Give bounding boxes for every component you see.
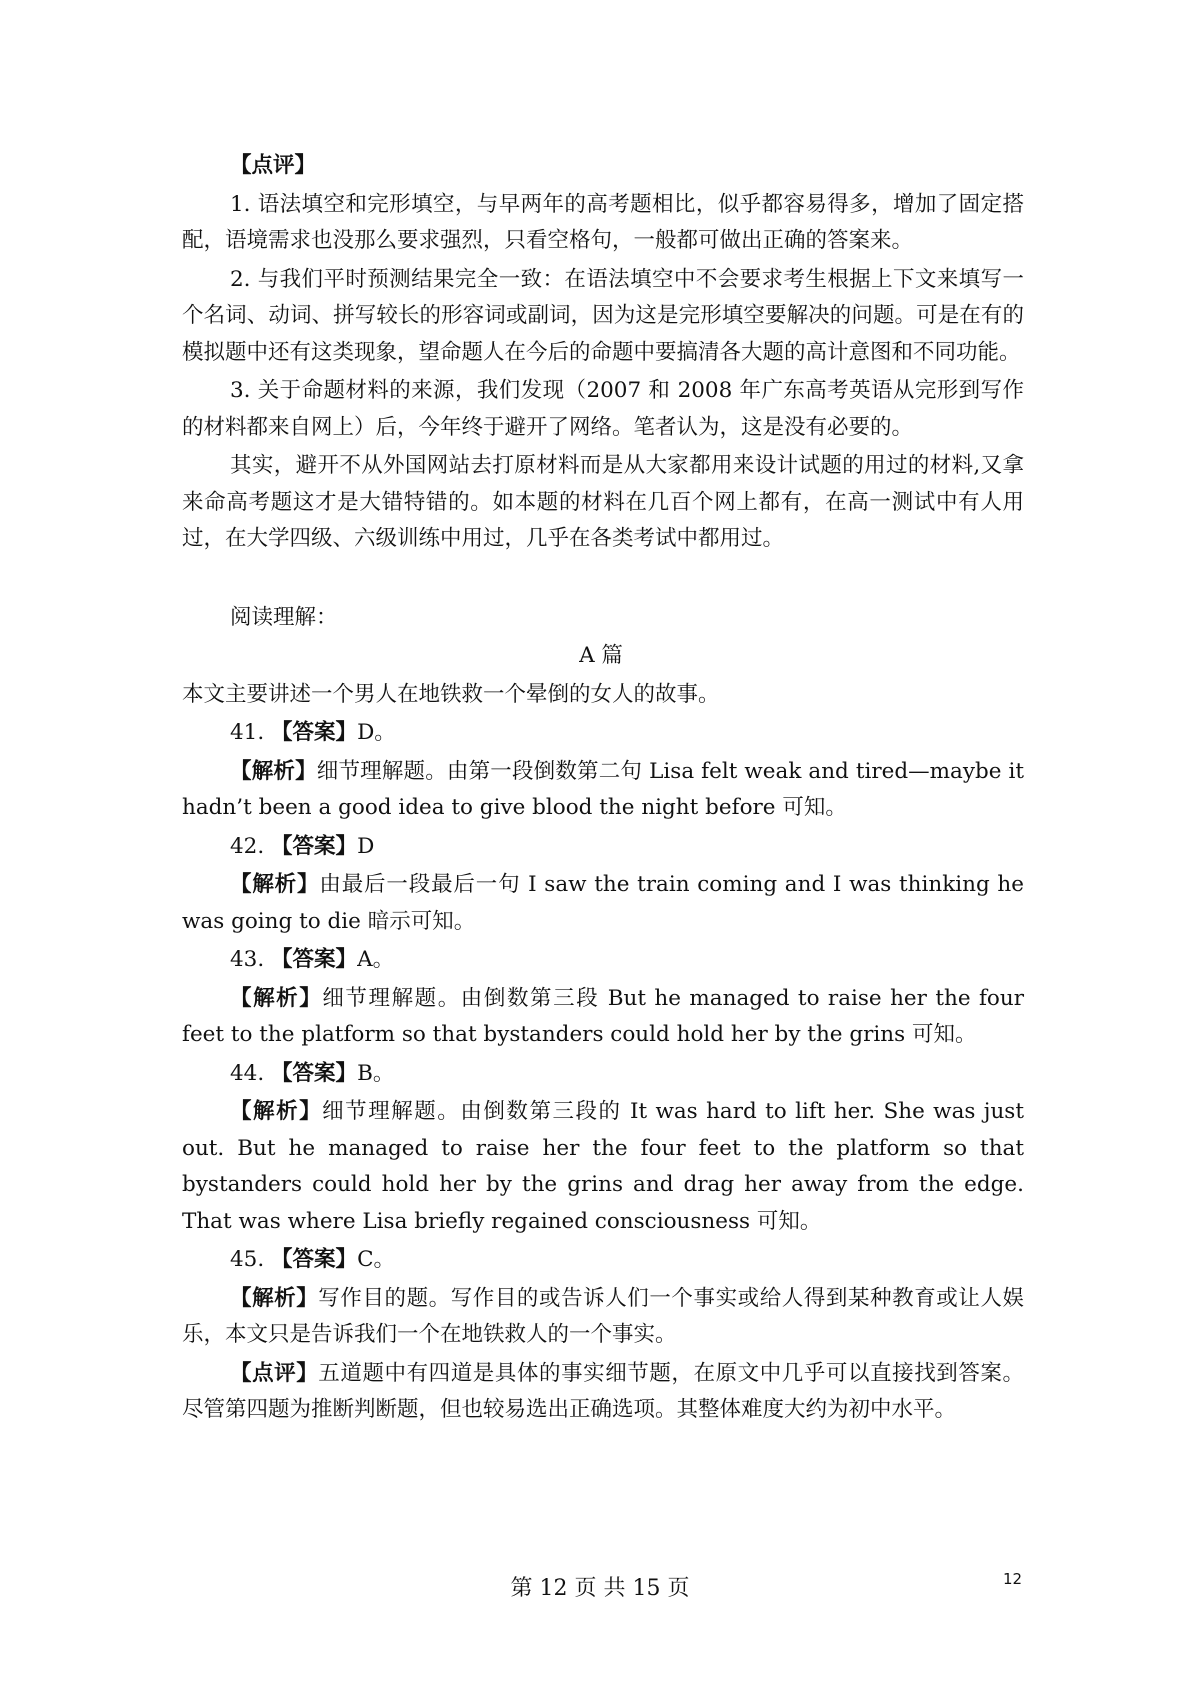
analysis-tag: 【解析】 xyxy=(230,1099,323,1124)
page-number: 12 xyxy=(1003,1570,1023,1588)
question-number: 45. xyxy=(230,1247,265,1272)
answer-tag: 【答案】 xyxy=(271,1247,358,1272)
answer-line xyxy=(182,942,1024,979)
answer-value: D。 xyxy=(357,720,396,745)
review-item-4: 其实，避开不从外国网站去打原材料而是从大家都用来设计试题的用过的材料,又拿来命高考题这才是大错特错的。如本题的材料在几百个网上都有，在高一测试中有人用过，在大学四级、六级训练中用过，几乎在各类考试中都用过。 xyxy=(182,453,1024,551)
analysis-line xyxy=(182,754,1024,827)
question-number: 42. xyxy=(230,833,265,859)
review-heading: 【点评】 xyxy=(230,153,317,178)
reading-review xyxy=(182,1356,1024,1429)
analysis-line xyxy=(182,1094,1024,1240)
question-number: 43. xyxy=(230,947,265,972)
analysis-tag: 【解析】 xyxy=(230,758,317,784)
page-footer: 第 12 页 共 15 页 xyxy=(510,1576,690,1601)
answer-line xyxy=(182,1242,1024,1279)
answer-value: C。 xyxy=(357,1247,396,1272)
answer-value: B。 xyxy=(357,1060,395,1086)
analysis-line xyxy=(182,1281,1024,1354)
analysis-tag: 【解析】 xyxy=(230,872,320,897)
analysis-tag: 【解析】 xyxy=(230,985,323,1011)
answer-tag: 【答案】 xyxy=(271,833,358,859)
analysis-tag: 【解析】 xyxy=(230,1285,319,1311)
answer-tag: 【答案】 xyxy=(271,720,358,745)
answer-line xyxy=(182,1056,1024,1093)
reading-heading: 阅读理解： xyxy=(230,604,338,630)
review-tag: 【点评】 xyxy=(230,1360,319,1386)
question-number: 44. xyxy=(230,1060,265,1086)
document-body xyxy=(182,148,1024,1431)
answer-tag: 【答案】 xyxy=(271,947,358,972)
spacer xyxy=(182,560,1024,600)
analysis-line xyxy=(182,867,1024,940)
review-item-3: 3. 关于命题材料的来源，我们发现（2007 和 2008 年广东高考英语从完形到写作的材料都来自网上）后，今年终于避开了网络。笔者认为，这是没有必要的。 xyxy=(182,378,1024,440)
answer-line xyxy=(182,829,1024,866)
answer-line xyxy=(182,715,1024,752)
section-title: A 篇 xyxy=(579,643,623,668)
analysis-line xyxy=(182,981,1024,1054)
passage-summary: 本文主要讲述一个男人在地铁救一个晕倒的女人的故事。 xyxy=(182,681,720,707)
analysis-text: 细节理解题。由倒数第三段的 It was hard to lift her. She was just out. But he managed to raise her the four feet to the platform so that bystanders could hold her by the grins and drag her away from the edge. That was where Lisa briefly regained consciousness 可知。 xyxy=(182,1099,1024,1234)
review-text: 五道题中有四道是具体的事实细节题，在原文中几乎可以直接找到答案。尽管第四题为推断判断题，但也较易选出正确选项。其整体难度大约为初中水平。 xyxy=(182,1360,1024,1422)
answer-value: D xyxy=(357,833,375,859)
answer-tag: 【答案】 xyxy=(271,1060,358,1086)
analysis-text: 细节理解题。由第一段倒数第二句 Lisa felt weak and tired—maybe it hadn’t been a good idea to give blood the night before 可知。 xyxy=(182,758,1024,820)
review-item-2: 2. 与我们平时预测结果完全一致：在语法填空中不会要求考生根据上下文来填写一个名词、动词、拼写较长的形容词或副词，因为这是完形填空要解决的问题。可是在有的模拟题中还有这类现象，望命题人在今后的命题中要搞清各大题的高计意图和不同功能。 xyxy=(182,266,1024,365)
analysis-text: 由最后一段最后一句 I saw the train coming and I was thinking he was going to die 暗示可知。 xyxy=(182,872,1024,934)
answer-value: A。 xyxy=(357,947,395,972)
analysis-text: 写作目的题。写作目的或告诉人们一个事实或给人得到某种教育或让人娱乐，本文只是告诉我们一个在地铁救人的一个事实。 xyxy=(182,1285,1024,1347)
analysis-text: 细节理解题。由倒数第三段 But he managed to raise her the four feet to the platform so that bystanders could hold her by the grins 可知。 xyxy=(182,985,1024,1047)
review-item-1: 1. 语法填空和完形填空，与早两年的高考题相比，似乎都容易得多，增加了固定搭配，语境需求也没那么要求强烈，只看空格句，一般都可做出正确的答案来。 xyxy=(182,191,1024,253)
question-number: 41. xyxy=(230,720,265,745)
